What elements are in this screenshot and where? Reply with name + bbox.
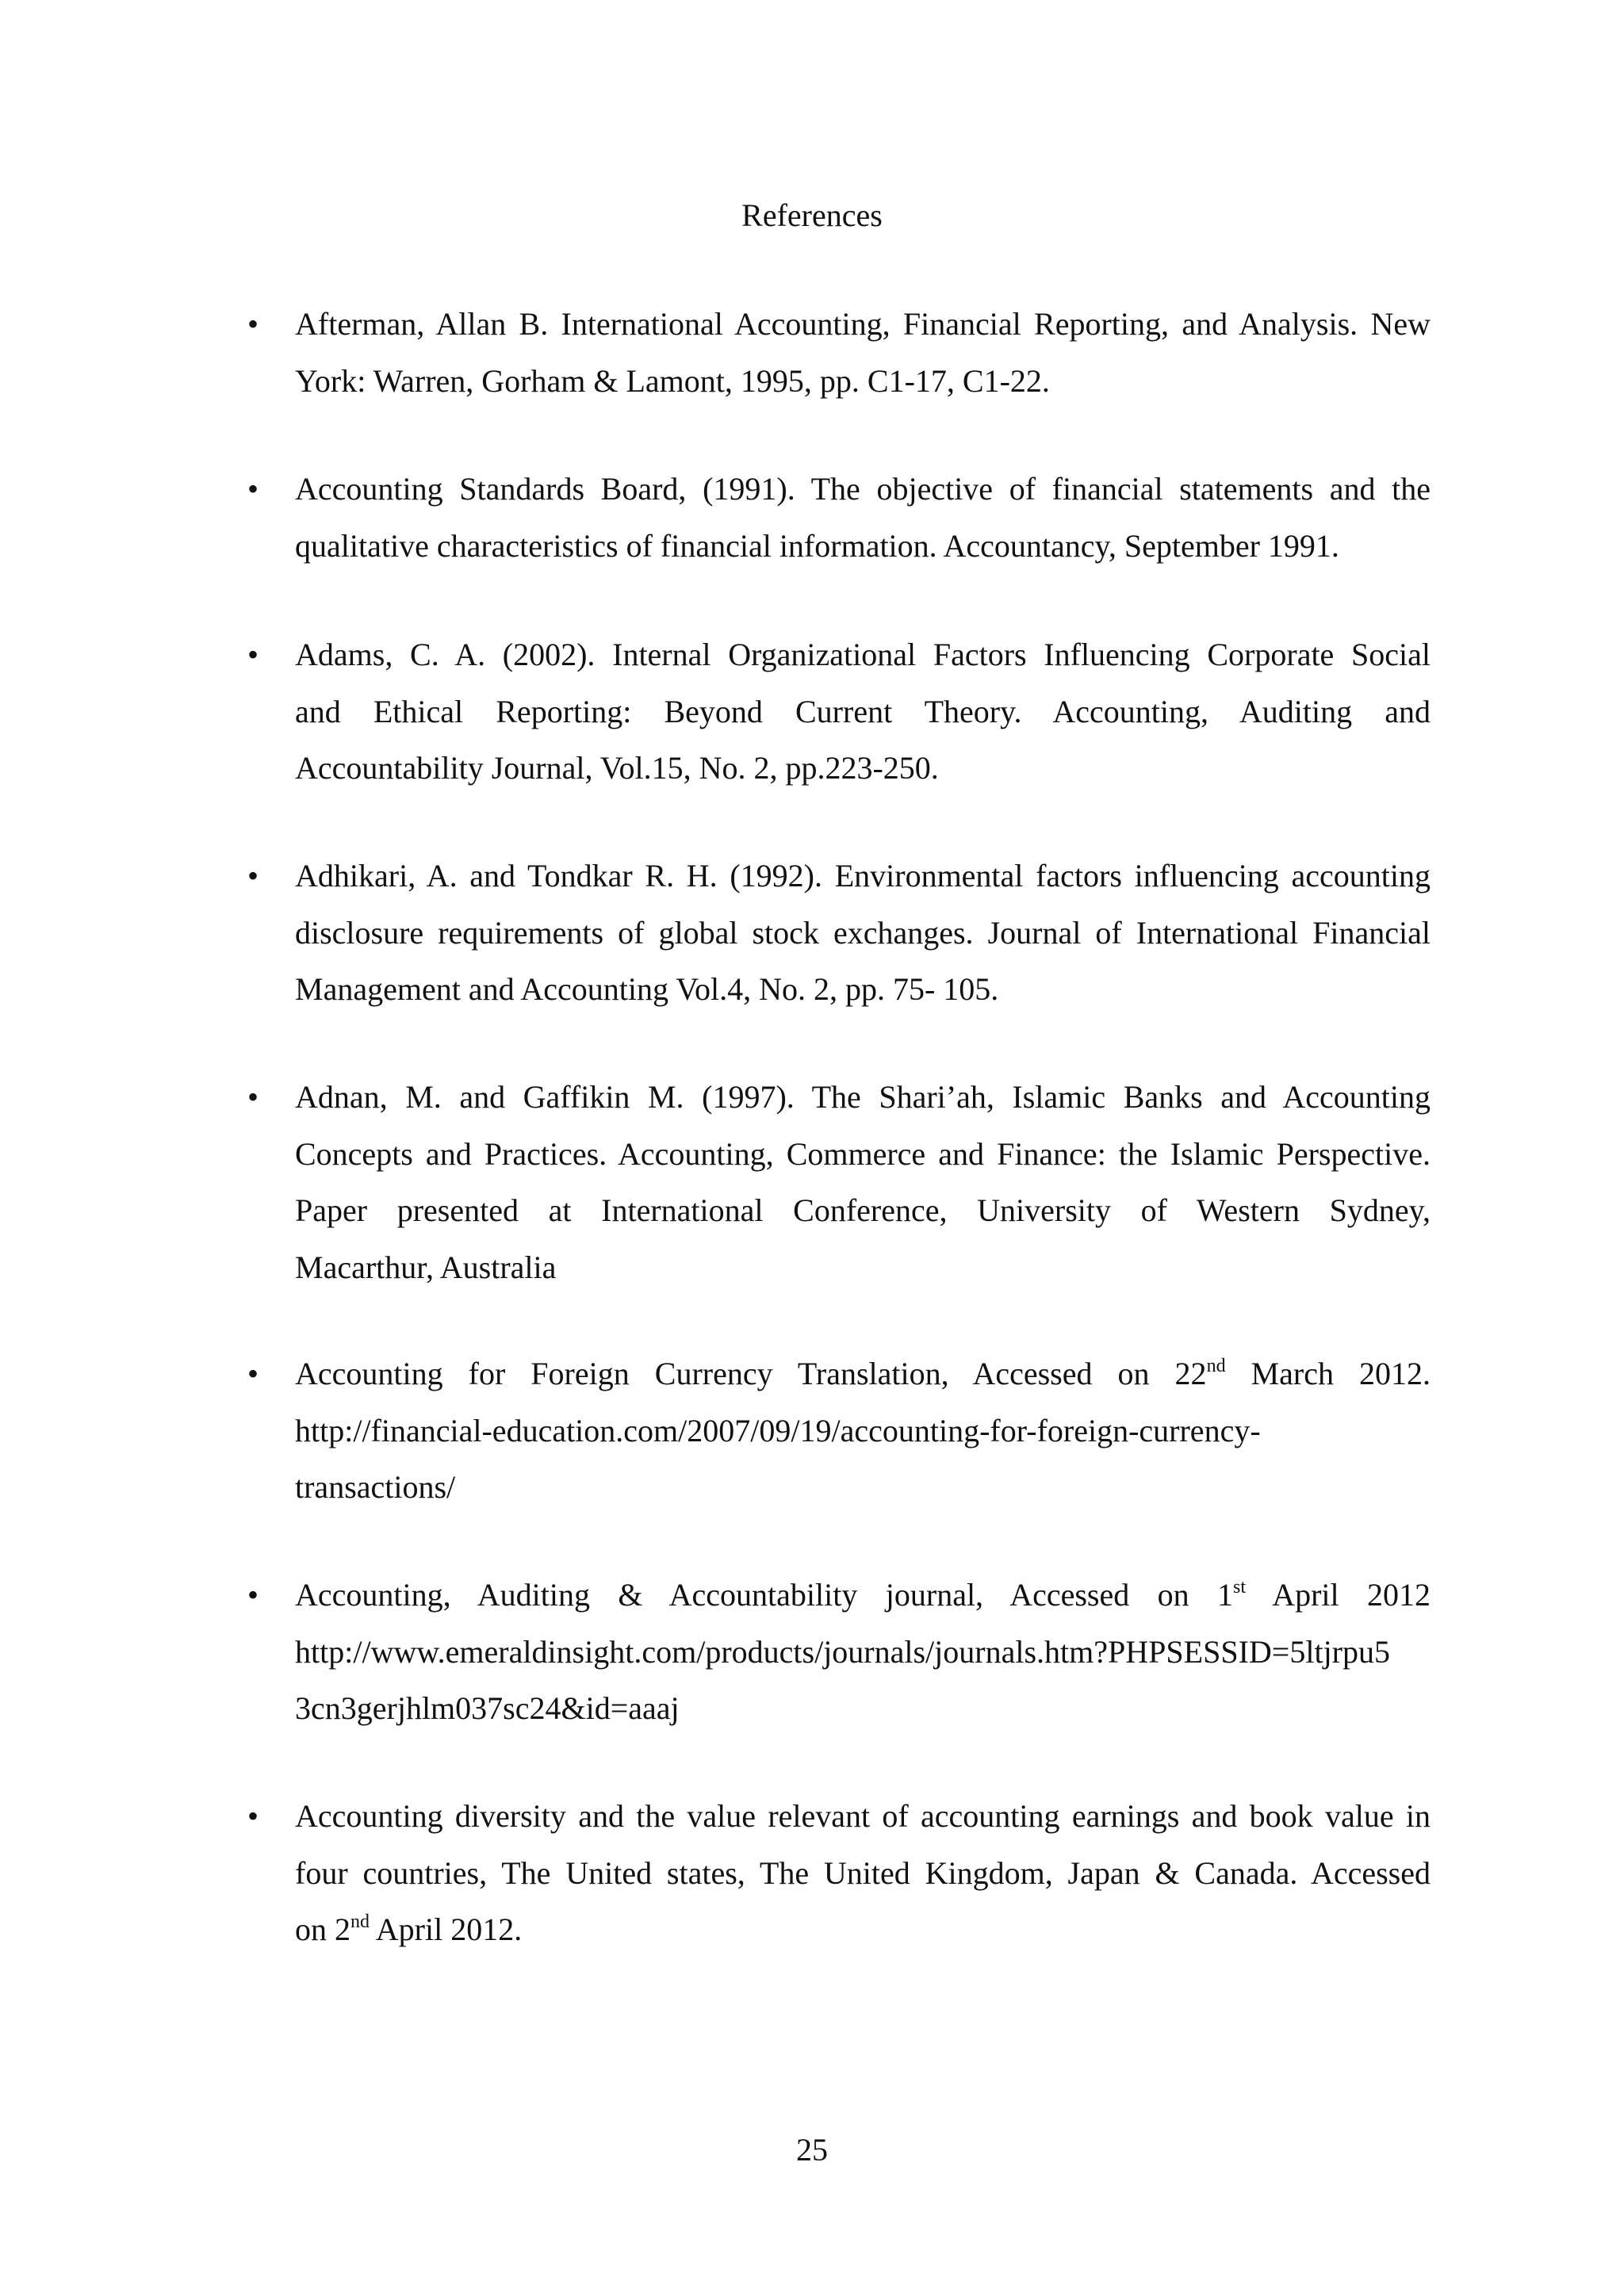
- bullet-icon: •: [247, 1356, 259, 1391]
- ordinal-suffix: nd: [1206, 1356, 1226, 1376]
- reference-line: disclosure requirements of global stock exchanges. Journal of International Financial: [295, 914, 1431, 951]
- reference-text: March 2012.: [1225, 1356, 1431, 1391]
- reference-line: [295, 1901, 1431, 1958]
- reference-line: Management and Accounting Vol.4, No. 2, pp. 75- 105.: [295, 971, 999, 1007]
- bullet-icon: •: [247, 306, 259, 342]
- reference-item: [247, 626, 1431, 797]
- reference-line: [295, 1345, 1431, 1402]
- ordinal-suffix: nd: [350, 1911, 370, 1932]
- page-number: 25: [796, 2132, 828, 2168]
- bullet-icon: •: [247, 1577, 259, 1613]
- reference-text: on 2: [295, 1911, 350, 1947]
- reference-line: Adnan, M. and Gaffikin M. (1997). The Shari’ah, Islamic Banks and Accounting: [295, 1079, 1431, 1115]
- reference-text: April 2012.: [370, 1911, 523, 1947]
- bullet-icon: •: [247, 471, 259, 507]
- reference-line: Adams, C. A. (2002). Internal Organizational Factors Influencing Corporate Social: [295, 637, 1431, 672]
- reference-url: http://www.emeraldinsight.com/products/journals/journals.htm?PHPSESSID=5ltjrpu5: [295, 1633, 1390, 1670]
- reference-line: Accounting diversity and the value relevant of accounting earnings and book value in: [295, 1798, 1431, 1834]
- reference-line: Afterman, Allan B. International Accounting, Financial Reporting, and Analysis. New: [295, 306, 1431, 342]
- reference-item: [247, 1567, 1431, 1737]
- reference-item: [247, 1788, 1431, 1958]
- reference-line: Accounting Standards Board, (1991). The objective of financial statements and the: [295, 471, 1431, 507]
- reference-line: York: Warren, Gorham & Lamont, 1995, pp. C1-17, C1-22.: [295, 362, 1050, 399]
- reference-text: Accounting for Foreign Currency Translation, Accessed on 22: [295, 1356, 1207, 1391]
- reference-line: four countries, The United states, The United Kingdom, Japan & Canada. Accessed: [295, 1854, 1431, 1891]
- reference-line: Macarthur, Australia: [295, 1249, 557, 1285]
- reference-url: transactions/: [295, 1469, 456, 1505]
- reference-url: 3cn3gerjhlm037sc24&id=aaaj: [295, 1690, 680, 1726]
- reference-url: http://financial-education.com/2007/09/19/accounting-for-foreign-currency-: [295, 1412, 1261, 1448]
- reference-line: Concepts and Practices. Accounting, Commerce and Finance: the Islamic Perspective.: [295, 1135, 1431, 1172]
- bullet-icon: •: [247, 858, 259, 894]
- reference-line: and Ethical Reporting: Beyond Current Theory. Accounting, Auditing and: [295, 693, 1431, 729]
- reference-item: [247, 1345, 1431, 1516]
- reference-text: Accounting, Auditing & Accountability journal, Accessed on 1: [295, 1577, 1234, 1613]
- reference-line: [295, 1567, 1431, 1624]
- reference-line: Paper presented at International Conference, University of Western Sydney,: [295, 1192, 1431, 1228]
- bullet-icon: •: [247, 1079, 259, 1115]
- reference-item: [247, 1069, 1431, 1295]
- page-title: References: [741, 197, 883, 233]
- reference-item: [247, 848, 1431, 1018]
- reference-line: Adhikari, A. and Tondkar R. H. (1992). Environmental factors influencing accounting: [295, 858, 1431, 894]
- reference-text: April 2012: [1246, 1577, 1431, 1613]
- bullet-icon: •: [247, 1798, 259, 1834]
- reference-item: [247, 461, 1431, 574]
- ordinal-suffix: st: [1233, 1577, 1247, 1598]
- reference-line: Accountability Journal, Vol.15, No. 2, pp.223-250.: [295, 750, 939, 786]
- reference-line: qualitative characteristics of financial information. Accountancy, September 1991.: [295, 527, 1339, 564]
- bullet-icon: •: [247, 637, 259, 672]
- reference-item: [247, 296, 1431, 409]
